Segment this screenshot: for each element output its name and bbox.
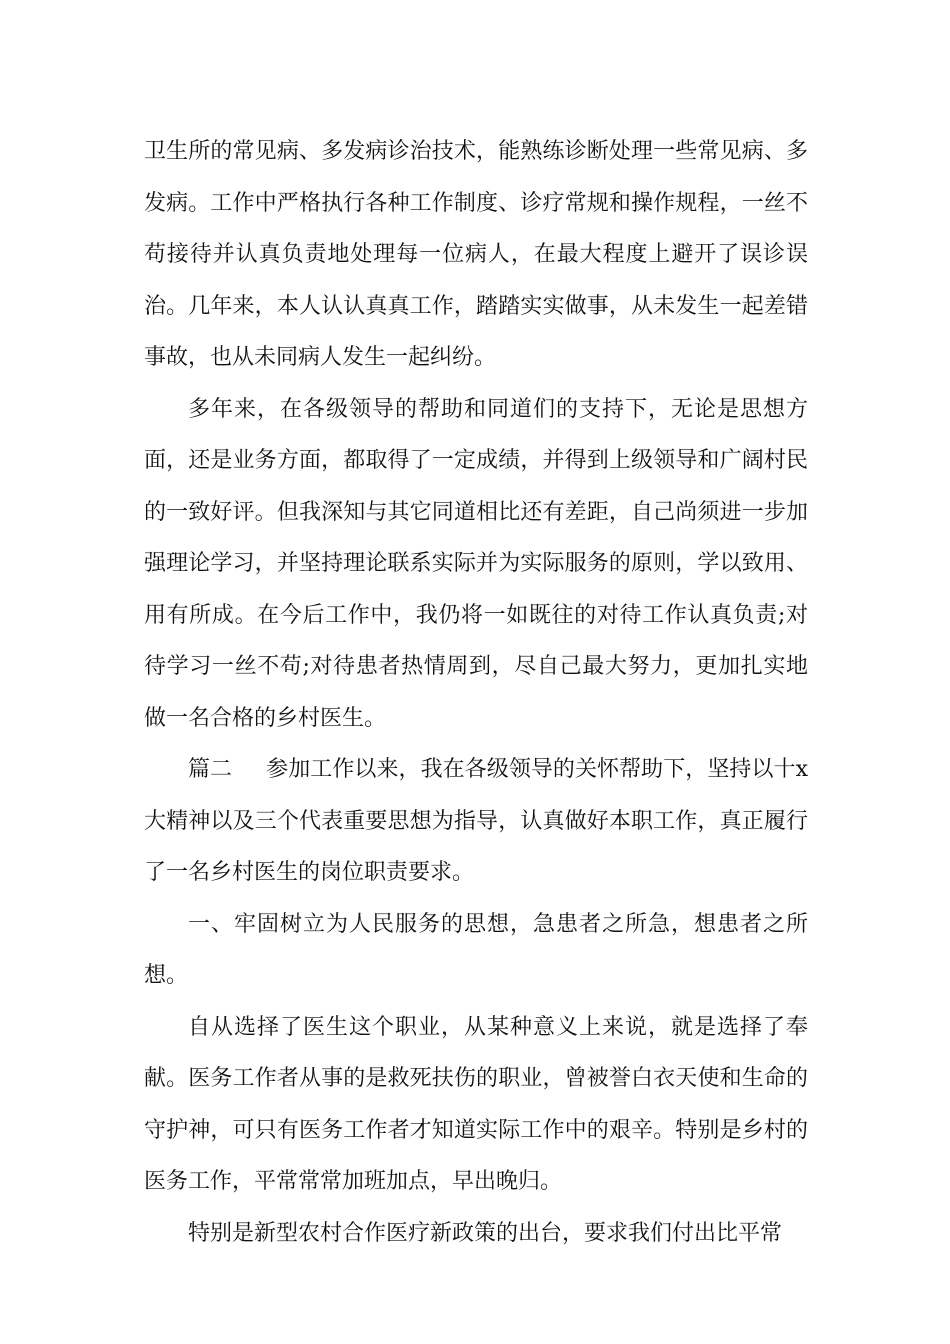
- paragraph-dedication: 自从选择了医生这个职业，从某种意义上来说，就是选择了奉献。医务工作者从事的是救死扶伤的职业，曾被誉白衣天使和生命的守护神，可只有医务工作者才知道实际工作中的艰辛。特别是乡村的医务工作，平常常常加班加点，早出晚归。: [144, 1014, 808, 1194]
- paragraph-heading-one: 一、牢固树立为人民服务的思想，急患者之所急，想患者之所想。: [144, 911, 808, 988]
- paragraph-continued: 卫生所的常见病、多发病诊治技术，能熟练诊断处理一些常见病、多发病。工作中严格执行各种工作制度、诊疗常规和操作规程，一丝不苟接待并认真负责地处理每一位病人，在最大程度上避开了误诊误治。几年来，本人认认真真工作，踏踏实实做事，从未发生一起差错事故，也从未同病人发生一起纠纷。: [144, 139, 808, 370]
- document-body: [144, 126, 808, 1259]
- section-label: 篇二: [188, 757, 233, 782]
- section-two-text: 参加工作以来，我在各级领导的关怀帮助下，坚持以十x 大精神以及三个代表重要思想为指导，认真做好本职工作，真正履行了一名乡村医生的岗位职责要求。: [144, 757, 808, 885]
- paragraph-new-policy: 特别是新型农村合作医疗新政策的出台，要求我们付出比平常: [188, 1220, 783, 1246]
- paragraph-achievements: 多年来，在各级领导的帮助和同道们的支持下，无论是思想方面，还是业务方面，都取得了一定成绩，并得到上级领导和广阔村民的一致好评。但我深知与其它同道相比还有差距，自己尚须进一步加强理论学习，并坚持理论联系实际并为实际服务的原则，学以致用、用有所成。在今后工作中，我仍将一如既往的对待工作认真负责;对待学习一丝不苟;对待患者热情周到，尽自己最大努力，更加扎实地做一名合格的乡村医生。: [144, 396, 808, 731]
- section-two-paragraph: [144, 744, 808, 899]
